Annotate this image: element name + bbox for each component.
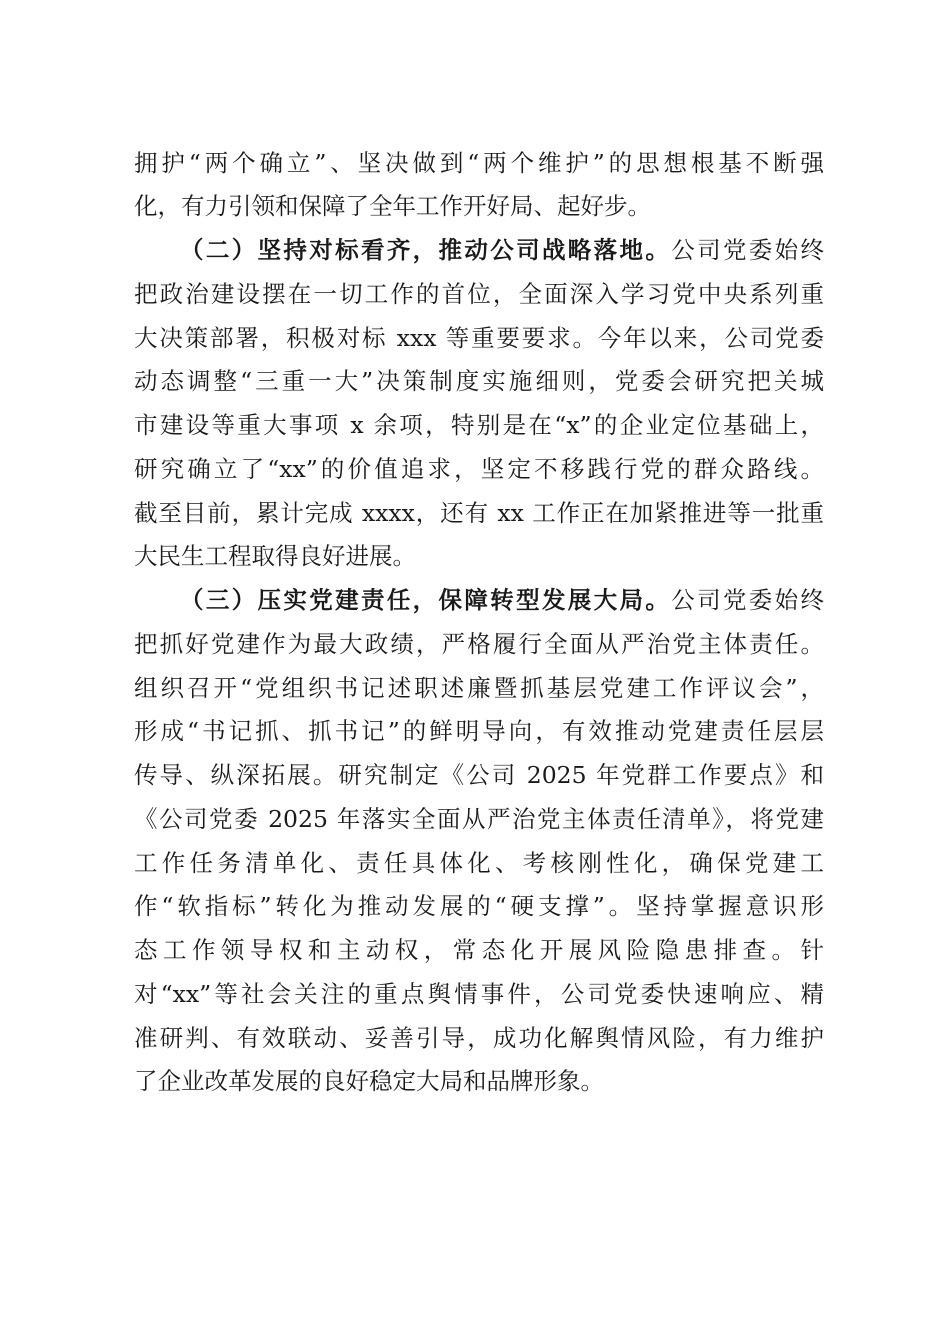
paragraph-3-line: 态工作领导权和主动权，常态化开展风险隐患排查。针 <box>134 936 824 964</box>
paragraph-1-line-1: 拥护“两个确立”、坚决做到“两个维护”的思想根基不断强 <box>134 149 824 177</box>
paragraph-2-first-line <box>180 226 824 274</box>
paragraph-3-first-line <box>180 576 824 624</box>
paragraph-3-line: 工作任务清单化、责任具体化、考核刚性化，确保党建工 <box>134 849 824 877</box>
paragraph-2-line: 大决策部署，积极对标 xxx 等重要要求。今年以来，公司党委 <box>134 324 824 352</box>
paragraph-3-line: 把抓好党建作为最大政绩，严格履行全面从严治党主体责任。 <box>134 630 824 658</box>
paragraph-3-first-rest: 公司党委始终 <box>671 586 825 614</box>
paragraph-3-line: 对“xx”等社会关注的重点舆情事件，公司党委快速响应、精 <box>134 980 824 1008</box>
paragraph-2-heading: （二）坚持对标看齐，推动公司战略落地。 <box>180 236 672 264</box>
paragraph-2-line: 动态调整“三重一大”决策制度实施细则，党委会研究把关城 <box>134 367 824 395</box>
paragraph-3-line: 传导、纵深拓展。研究制定《公司 2025 年党群工作要点》和 <box>134 761 824 789</box>
paragraph-3-heading: （三）压实党建责任，保障转型发展大局。 <box>180 586 672 614</box>
paragraph-2-line: 截至目前，累计完成 xxxx，还有 xx 工作正在加紧推进等一批重 <box>134 499 824 527</box>
paragraph-2-first-rest: 公司党委始终 <box>671 236 825 264</box>
paragraph-1-line-2: 化，有力引领和保障了全年工作开好局、起好步。 <box>134 192 651 220</box>
paragraph-2-line: 市建设等重大事项 x 余项，特别是在“x”的企业定位基础上， <box>134 411 824 439</box>
paragraph-3-line: 《公司党委 2025 年落实全面从严治党主体责任清单》，将党建 <box>134 805 824 833</box>
paragraph-3-line: 形成“书记抓、抓书记”的鲜明导向，有效推动党建责任层层 <box>134 717 824 745</box>
paragraph-3-line: 作“软指标”转化为推动发展的“硬支撑”。坚持掌握意识形 <box>134 892 824 920</box>
paragraph-3-line: 了企业改革发展的良好稳定大局和品牌形象。 <box>134 1067 604 1095</box>
paragraph-3-line: 组织召开“党组织书记述职述廉暨抓基层党建工作评议会”， <box>134 674 824 702</box>
paragraph-2-line: 把政治建设摆在一切工作的首位，全面深入学习党中央系列重 <box>134 280 824 308</box>
paragraph-2-line: 大民生工程取得良好进展。 <box>134 542 416 570</box>
paragraph-3-line: 准研判、有效联动、妥善引导，成功化解舆情风险，有力维护 <box>134 1024 824 1052</box>
paragraph-2-line: 研究确立了“xx”的价值追求，坚定不移践行党的群众路线。 <box>134 455 824 483</box>
